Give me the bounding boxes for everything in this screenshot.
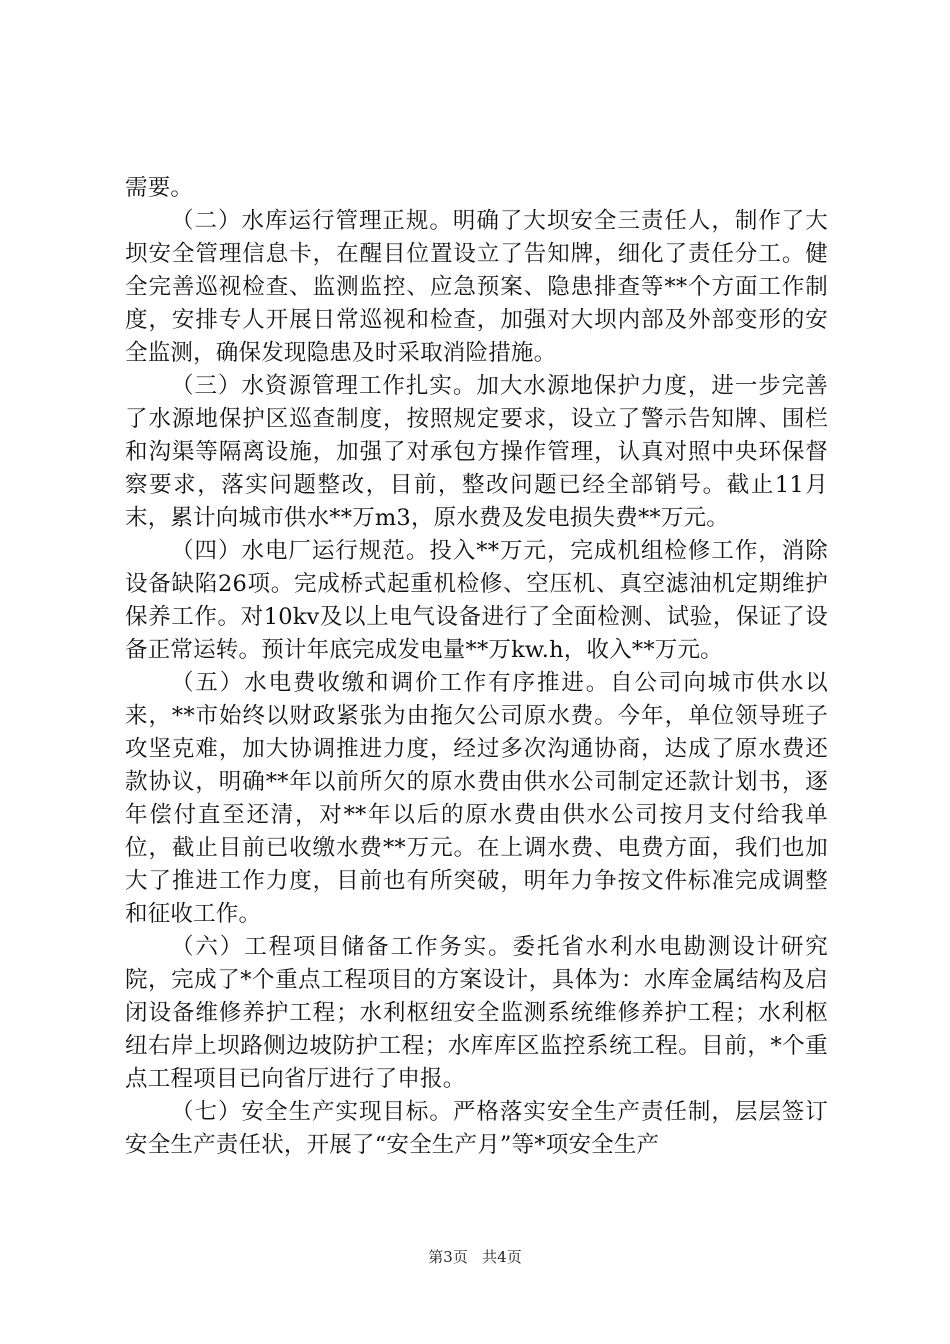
paragraph-reservoir-management: （二）水库运行管理正规。明确了大坝安全三责任人，制作了大坝安全管理信息卡，在醒目位置设立了告知牌，细化了责任分工。健全完善巡视检查、监测监控、应急预案、隐患排查等**个方面工作制度，安排专人开展日常巡视和检查，加强对大坝内部及外部变形的安全监测，确保发现隐患及时采取消险措施。 xyxy=(125,208,828,366)
paragraph-hydropower-plant: （四）水电厂运行规范。投入**万元，完成机组检修工作，消除设备缺陷26项。完成桥式起重机检修、空压机、真空滤油机定期维护保养工作。对10kv及以上电气设备进行了全面检测、试验，保证了设备正常运转。预计年底完成发电量**万kw.h，收入**万元。 xyxy=(125,538,828,663)
paragraph-water-resources: （三）水资源管理工作扎实。加大水源地保护力度，进一步完善了水源地保护区巡查制度，按照规定要求，设立了警示告知牌、围栏和沟渠等隔离设施，加强了对承包方操作管理，认真对照中央环保督察要求，落实问题整改，目前，整改问题已经全部销号。截止11月末，累计向城市供水**万m3，原水费及发电损失费**万元。 xyxy=(125,373,828,531)
page-total: 共4页 xyxy=(482,1248,522,1266)
page-footer xyxy=(0,1247,950,1267)
page-number: 第3页 xyxy=(428,1248,468,1266)
paragraph-fee-collection: （五）水电费收缴和调价工作有序推进。自公司向城市供水以来，**市始终以财政紧张为由拖欠公司原水费。今年，单位领导班子攻坚克难，加大协调推进力度，经过多次沟通协商，达成了原水费还款协议，明确**年以前所欠的原水费由供水公司制定还款计划书，逐年偿付直至还清，对**年以后的原水费由供水公司按月支付给我单位，截止目前已收缴水费**万元。在上调水费、电费方面，我们也加大了推进工作力度，目前也有所突破，明年力争按文件标准完成调整和征收工作。 xyxy=(125,670,828,927)
document-body xyxy=(125,172,828,1162)
paragraph-safety-production: （七）安全生产实现目标。严格落实安全生产责任制，层层签订安全生产责任状，开展了“安全生产月”等*项安全生产 xyxy=(125,1099,828,1158)
paragraph-project-reserve: （六）工程项目储备工作务实。委托省水利水电勘测设计研究院，完成了*个重点工程项目的方案设计，具体为：水库金属结构及启闭设备维修养护工程；水利枢纽安全监测系统维修养护工程；水利枢纽右岸上坝路侧边坡防护工程；水库库区监控系统工程。目前，*个重点工程项目已向省厅进行了申报。 xyxy=(125,934,828,1092)
paragraph-continuation: 需要。 xyxy=(125,175,194,201)
